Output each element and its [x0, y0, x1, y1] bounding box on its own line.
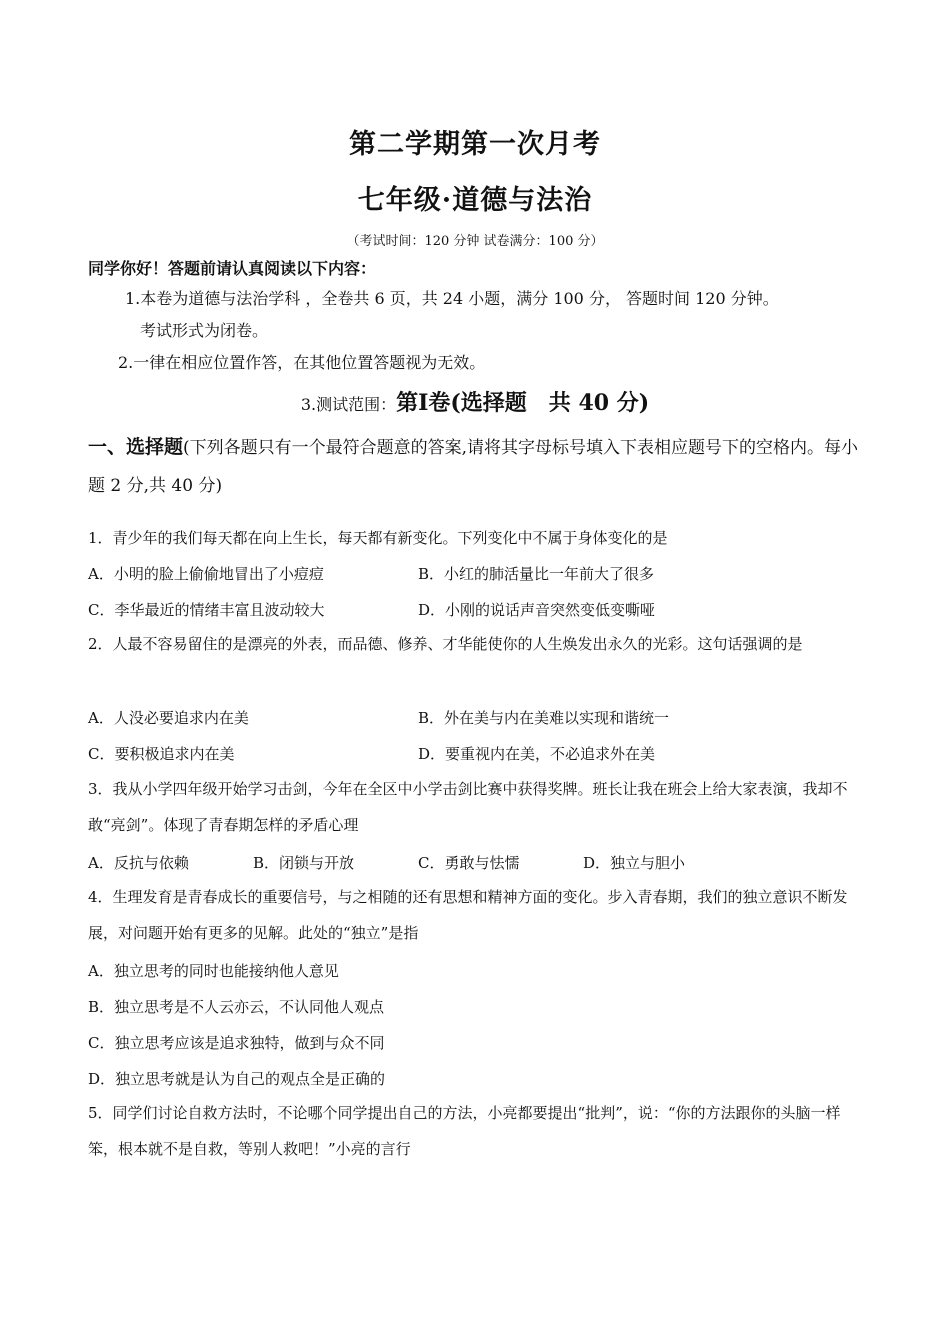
- question-2-option-a: A．人没必要追求内在美: [88, 709, 249, 727]
- question-5-stem: 5．同学们讨论自救方法时，不论哪个同学提出自己的方法，小亮都要提出“批判”，说：“你的方法跟你的头脑一样笨，根本就不是自救，等别人救吧！”小亮的言行: [88, 1104, 841, 1158]
- note-1-continued: 考试形式为闭卷。: [140, 321, 269, 340]
- question-3-stem: 3．我从小学四年级开始学习击剑，今年在全区中小学击剑比赛中获得奖牌。班长让我在班会上给大家表演，我却不敢“亮剑”。体现了青春期怎样的矛盾心理: [88, 780, 848, 834]
- question-2-option-b: B．外在美与内在美难以实现和谐统一: [418, 709, 670, 727]
- note-1: 1.本卷为道德与法治学科 ，全卷共 6 页，共 24 小题，满分 100 分， 答题时间 120 分钟。: [125, 289, 779, 308]
- question-4-option-b: B．独立思考是不人云亦云，不认同他人观点: [88, 998, 385, 1016]
- exam-time-info: （考试时间：120 分钟 试卷满分：100 分）: [346, 234, 604, 249]
- instructions-greeting: 同学你好！答题前请认真阅读以下内容：: [88, 259, 377, 278]
- question-1-option-c: C．李华最近的情绪丰富且波动较大: [88, 601, 325, 619]
- section-description: (下列各题只有一个最符合题意的答案,请将其字母标号填入下表相应题号下的空格内。每小题 2 分,共 40 分): [88, 438, 859, 496]
- question-4-option-a: A．独立思考的同时也能接纳他人意见: [88, 962, 339, 980]
- question-4-stem: 4．生理发育是青春成长的重要信号，与之相随的还有思想和精神方面的变化。步入青春期，我们的独立意识不断发展，对问题开始有更多的见解。此处的“独立”是指: [88, 888, 848, 942]
- section-title: 一、选择题: [88, 436, 184, 458]
- question-2-stem: 2．人最不容易留住的是漂亮的外表，而品德、修养、才华能使你的人生焕发出永久的光彩。这句话强调的是: [88, 635, 803, 653]
- note-2: 2.一律在相应位置作答，在其他位置答题视为无效。: [118, 353, 486, 372]
- section-heading: [88, 428, 868, 505]
- question-1-option-b: B．小红的肺活量比一年前大了很多: [418, 565, 655, 583]
- exam-subject: 七年级·道德与法治: [357, 185, 593, 216]
- question-3-option-d: D．独立与胆小: [583, 854, 686, 872]
- exam-title: 第二学期第一次月考: [349, 129, 601, 160]
- test-scope: [0, 386, 950, 417]
- test-scope-part: 第Ⅰ卷(选择题 共 40 分): [396, 390, 650, 416]
- question-4-option-c: C．独立思考应该是追求独特，做到与众不同: [88, 1034, 385, 1052]
- question-1-option-a: A．小明的脸上偷偷地冒出了小痘痘: [88, 565, 324, 583]
- question-2-option-d: D．要重视内在美，不必追求外在美: [418, 745, 656, 763]
- question-2-option-c: C．要积极追求内在美: [88, 745, 235, 763]
- question-1-stem: 1．青少年的我们每天都在向上生长，每天都有新变化。下列变化中不属于身体变化的是: [88, 529, 668, 547]
- test-scope-label: 3.测试范围：: [300, 395, 397, 414]
- question-1-option-d: D．小刚的说话声音突然变低变嘶哑: [418, 601, 656, 619]
- question-3-option-a: A．反抗与依赖: [88, 854, 189, 872]
- question-3-option-b: B．闭锁与开放: [253, 854, 355, 872]
- question-3-option-c: C．勇敢与怯懦: [418, 854, 520, 872]
- question-4-option-d: D．独立思考就是认为自己的观点全是正确的: [88, 1070, 386, 1088]
